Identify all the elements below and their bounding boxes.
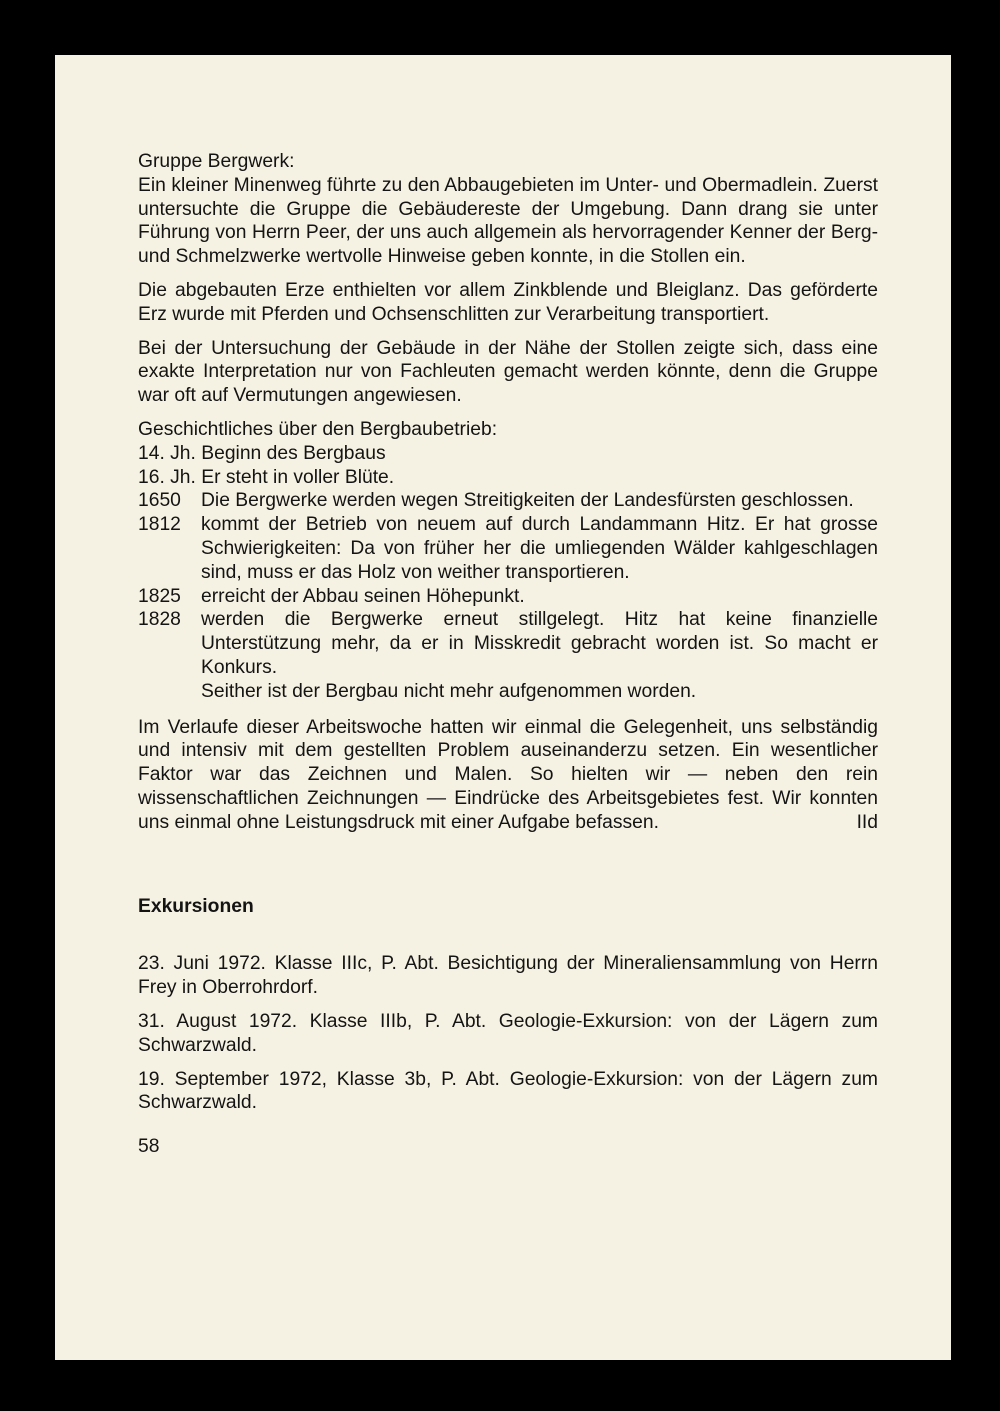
chronik-entry xyxy=(138,513,878,584)
bergwerk-heading: Gruppe Bergwerk: xyxy=(138,151,295,172)
arbeitswoche-paragraph xyxy=(138,716,878,835)
chronik-text: kommt der Betrieb von neuem auf durch Landammann Hitz. Er hat grosse Schwierigkeiten: Da von früher her die umliegenden Wälder kahlgeschlagen sind, muss er das Holz von weither transportieren. xyxy=(201,514,878,583)
document-page xyxy=(55,55,951,1360)
chronik-entry xyxy=(138,585,878,609)
exkursion-item: 23. Juni 1972. Klasse IIIc, P. Abt. Besichtigung der Mineraliensammlung von Herrn Frey in Oberrohrdorf. xyxy=(138,953,878,999)
chronik-year: 1828 xyxy=(138,609,181,631)
bergwerk-paragraph-2: Die abgebauten Erze enthielten vor allem Zinkblende und Bleiglanz. Das geförderte Erz wurde mit Pferden und Ochsenschlitten zur Verarbeitung transportiert. xyxy=(138,279,878,325)
chronik-year: 1825 xyxy=(138,585,181,607)
arbeitswoche-text: Im Verlaufe dieser Arbeitswoche hatten wir einmal die Gelegenheit, uns selbständig und intensiv mit dem gestellten Problem auseinanderzu setzen. Ein wesentlicher Faktor war das Zeichnen und Malen. So hielten wir — neben den rein wissenschaftlichen Zeichnungen — Eindrücke des Arbeitsgebietes fest. Wir konnten uns einmal ohne Leistungsdruck mit einer Aufgabe befassen. xyxy=(138,716,878,833)
exkursionen-heading: Exkursionen xyxy=(138,895,254,917)
page-content xyxy=(138,150,878,1159)
page-number: 58 xyxy=(138,1136,160,1158)
chronik-entry xyxy=(138,608,878,679)
chronik-closing-row xyxy=(138,680,878,704)
bergwerk-paragraph-3: Bei der Untersuchung der Gebäude in der Nähe der Stollen zeigte sich, dass eine exakte Interpretation nur von Fachleuten gemacht werden könnte, denn die Gruppe war oft auf Vermutungen angewiesen. xyxy=(138,337,878,407)
exkursion-item: 31. August 1972. Klasse IIIb, P. Abt. Geologie-Exkursion: von der Lägern zum Schwarzwald. xyxy=(138,1010,878,1056)
chronik-text: erreicht der Abbau seinen Höhepunkt. xyxy=(201,585,525,607)
chronik-year-empty xyxy=(138,680,201,704)
chronik-line-16jh: 16. Jh. Er steht in voller Blüte. xyxy=(138,466,395,488)
chronik-text: werden die Bergwerke erneut stillgelegt. Hitz hat keine finanzielle Unterstützung mehr, da er in Misskredit gebracht worden ist. So macht er Konkurs. xyxy=(201,609,878,678)
chronik-line-14jh: 14. Jh. Beginn des Bergbaus xyxy=(138,442,386,464)
exkursion-item: 19. September 1972, Klasse 3b, P. Abt. Geologie-Exkursion: von der Lägern zum Schwarzwald. xyxy=(138,1068,878,1114)
chronik-closing: Seither ist der Bergbau nicht mehr aufgenommen worden. xyxy=(201,680,697,702)
chronik-heading: Geschichtliches über den Bergbaubetrieb: xyxy=(138,418,498,440)
chronik-year: 1812 xyxy=(138,514,181,536)
chronik-year: 1650 xyxy=(138,490,181,512)
bergwerk-paragraph-1: Ein kleiner Minenweg führte zu den Abbaugebieten im Unter- und Obermadlein. Zuerst untersuchte die Gruppe die Gebäudereste der Umgebung. Dann drang sie unter Führung von Herrn Peer, der uns auch allgemein als hervorragender Kenner der Berg- und Schmelzwerke wertvolle Hinweise geben konnte, in die Stollen ein. xyxy=(138,174,878,268)
signature: IId xyxy=(856,811,878,833)
chronik-entry xyxy=(138,489,878,513)
chronik-text: Die Bergwerke werden wegen Streitigkeiten der Landesfürsten geschlossen. xyxy=(201,490,854,512)
